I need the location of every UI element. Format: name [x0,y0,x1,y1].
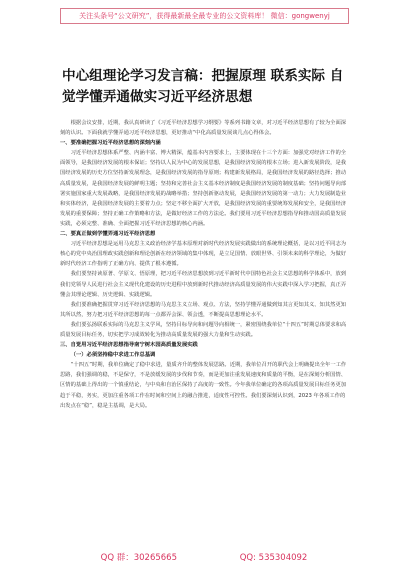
footer-contact [0,552,408,564]
body-paragraph: 习近平经济思想体系严整、内涵丰富、博大精深，蕴基本内容要求上，主要体现在十三个方面：加强党对经济工作的全面领导，是我国经济发展的根本保证；坚持以人民为中心的发展思想，是我国经济发展的根本立场；进入新发展阶段，是我国经济发展的历史方位坚持新发展理念，是我国经济发展的指导原则；构建新发展格局，是我国经济发展的路径选择；推动高质量发展，是我国经济发展的鲜明主题；坚持和完善社会主义基本经济制度是我国经济发展的制度基础；坚持问题导向部署实施国家重大发展战略，是我国经济发展的战略举措；坚持创新驱动发展，是我国经济发展的第一动力；大力发展制造业和实体经济，是我国经济发展的主要着力点；坚定不移全面扩大开放，是我国经济发展的重要统筹发展和安全，是我国经济发展的重要保障；坚持正确工作策略和方法，是做好经济工作的方法论。我们要用习近平经济思想指导和推动国高质量发展实践，必须完整、准确、全面把握习近平经济思想的核心内涵。 [60,150,347,227]
page-title: 中心组理论学习发言稿：把握原理 联系实际 自觉学懂弄通做实习近平经济思想 [62,68,344,105]
body-paragraph: “十四五”时期，我单位确定了稳中求进，量质齐升的整体发展思路。近期，我单位召开的职代会上明确提出全年一工作思路，我们强调的稳，不是保守，不是放缓发展的步伐和节奏，而是更加注重发展速度和质量的平衡，是在深刻分析国情、区情的基础上得出的一个慎重结论，与中央和自治区保持了高度的一致性。今年我单位确定的各项高质量发展目标任务更加趋于平稳，务实，更加注重各项工作在时间和空间上的融合推进，适度性可控性。我们要深刻认识到，2023 年各项工作的出发点在“稳”，稳是主基调，是大局。 [60,362,347,409]
section-heading: 一、要准确把握习近平经济思想的深刻内涵 [60,140,161,147]
body-paragraph: 我们要弘扬联系实际的马克思主义学风，坚持目标导向和问题导向相统一，紧密围绕我单位“十四五”时期总体要求和高质量发展目标任务，切实把学习成效转化为推动高质量发展的强大力量和生动实践。 [60,321,347,338]
section-heading: 二、要真正做到学懂弄通习近平经济思想 [60,231,156,238]
section-heading: 三、自觉用习近平经济思想指导南宁树木园高质量发展实践 [60,342,198,349]
body-paragraph: 根据会议安排，近期，我认真研读了《习近平经济思想学习纲要》等系列书籍文章，对习近平经济思想有了较为全面深刻的认识。下面我就学懂弄通习近平经济思想，更好推动“中化高质量发展谈几点心得体会。 [60,120,347,137]
footer-qq-group: QQ 群：30265665 [100,553,178,563]
body-paragraph: 习近平经济思想是运用马克思主义政治经济学基本原理对新时代经济发展实践做出的系统理论概括，是以习近平同志为核心的党中央治国理政实践创新和理论创新在经济领域的集中体现，是立足国情、放眼世界、引领未来的科学理论，为做好新时代经济工作指明了正确方向、提供了根本遵循。 [60,241,347,268]
body-paragraph: 我们要坚持读原著、学原文、悟原理，把习近平经济思想放到习近平新时代中国特色社会主义思想的科学体系中，放到我们党领导人民进行社会主义现代化建设的历史进程中放到新时代推动经济高质量发展的伟大实践中深入学习把握，真正弄懂会其理论逻辑、历史逻辑、实践逻辑。 [60,271,347,298]
document-body [60,118,350,411]
subsection-heading: （一）必须坚持稳中求进工作总基调 [70,352,156,359]
footer-qq: QQ: 535304092 [239,553,308,563]
body-paragraph: 我们要准确把握贯穿习近平经济思想的马克思主义立场、观点、方法，坚持学懂弄通做到知其言更知其义、知其然更知其所以然，努力把习近平经济思想的每一点都弄会深、领会透，不断提高思想理论水平。 [60,301,347,318]
top-banner[interactable]: 关注头条号“公文研究”，获得最新最全最专业的公文资料库！ 微信：gongwenyj [60,8,349,24]
